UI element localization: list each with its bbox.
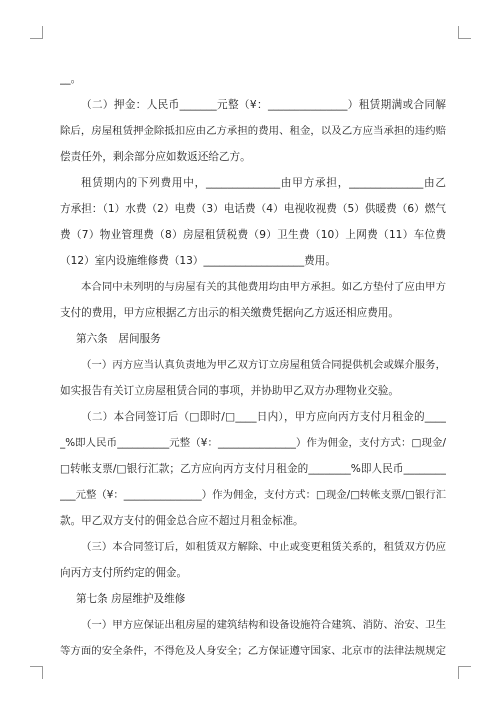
text-line: （一）丙方应当认真负责地为甲乙双方订立房屋租赁合同提供机会或媒介服务， <box>81 359 446 371</box>
text-line: □转帐支票/□银行汇款；乙方应向丙方支付月租金的________%即人民币________ <box>60 463 446 475</box>
text-line: 除后，房屋租赁押金除抵扣应由乙方承担的费用、租金，以及乙方应当承担的违约赔 <box>60 125 446 137</box>
document-body <box>60 66 446 664</box>
crop-mark-bottom-right <box>458 666 471 679</box>
text-line: 款。甲乙双方支付的佣金总合应不超过月租金标准。 <box>60 515 304 527</box>
text-line: （12）室内设施维修费（13）___________________费用。 <box>60 255 336 267</box>
text-line: 费（7）物业管理费（8）房屋租赁税费（9）卫生费（10）上网费（11）车位费 <box>60 229 446 241</box>
text-line: 方承担：（1）水费（2）电费（3）电话费（4）电视收视费（5）供暖费（6）燃气 <box>60 203 446 215</box>
text-line: （一）甲方应保证出租房屋的建筑结构和设备设施符合建筑、消防、治安、卫生 <box>81 619 446 631</box>
text-line: （三）本合同签订后，如租赁双方解除、中止或变更租赁关系的，租赁双方仍应 <box>81 541 446 553</box>
text-line: _%即人民币__________元整（¥：_______________）作为佣金，支付方式：□现金/ <box>60 437 446 449</box>
text-line: 租赁期内的下列费用中，______________由甲方承担，______________由乙 <box>81 177 446 189</box>
text-line: 支付的费用，甲方应根据乙方出示的相关缴费凭据向乙方返还相应费用。 <box>60 307 399 319</box>
text-line: （二）本合同签订后（□即时/□____日内），甲方应向丙方支付月租金的____ <box>81 411 446 423</box>
crop-mark-top-right <box>458 26 471 39</box>
section-heading: 第六条 居间服务 <box>76 333 161 345</box>
text-line: ___元整（¥：_______________）作为佣金，支付方式：□现金/□转帐支票/□银行汇 <box>60 489 446 501</box>
crop-mark-bottom-left <box>30 666 43 679</box>
text-line: 向丙方支付所约定的佣金。 <box>60 567 188 579</box>
text-line: 本合同中未列明的与房屋有关的其他费用均由甲方承担。如乙方垫付了应由甲方 <box>81 281 446 293</box>
text-line: 偿责任外，剩余部分应如数返还给乙方。 <box>60 151 251 163</box>
section-heading: 第七条 房屋维护及维修 <box>76 593 186 605</box>
crop-mark-top-left <box>30 26 43 39</box>
text-line: （二）押金：人民币_______元整（¥：_______________）租赁期满或合同解 <box>81 99 446 111</box>
text-line: 等方面的安全条件，不得危及人身安全；乙方保证遵守国家、北京市的法律法规规定 <box>60 645 446 657</box>
text-line: 如实报告有关订立房屋租赁合同的事项，并协助甲乙双方办理物业交验。 <box>60 385 399 397</box>
text-line: __。 <box>60 73 82 85</box>
